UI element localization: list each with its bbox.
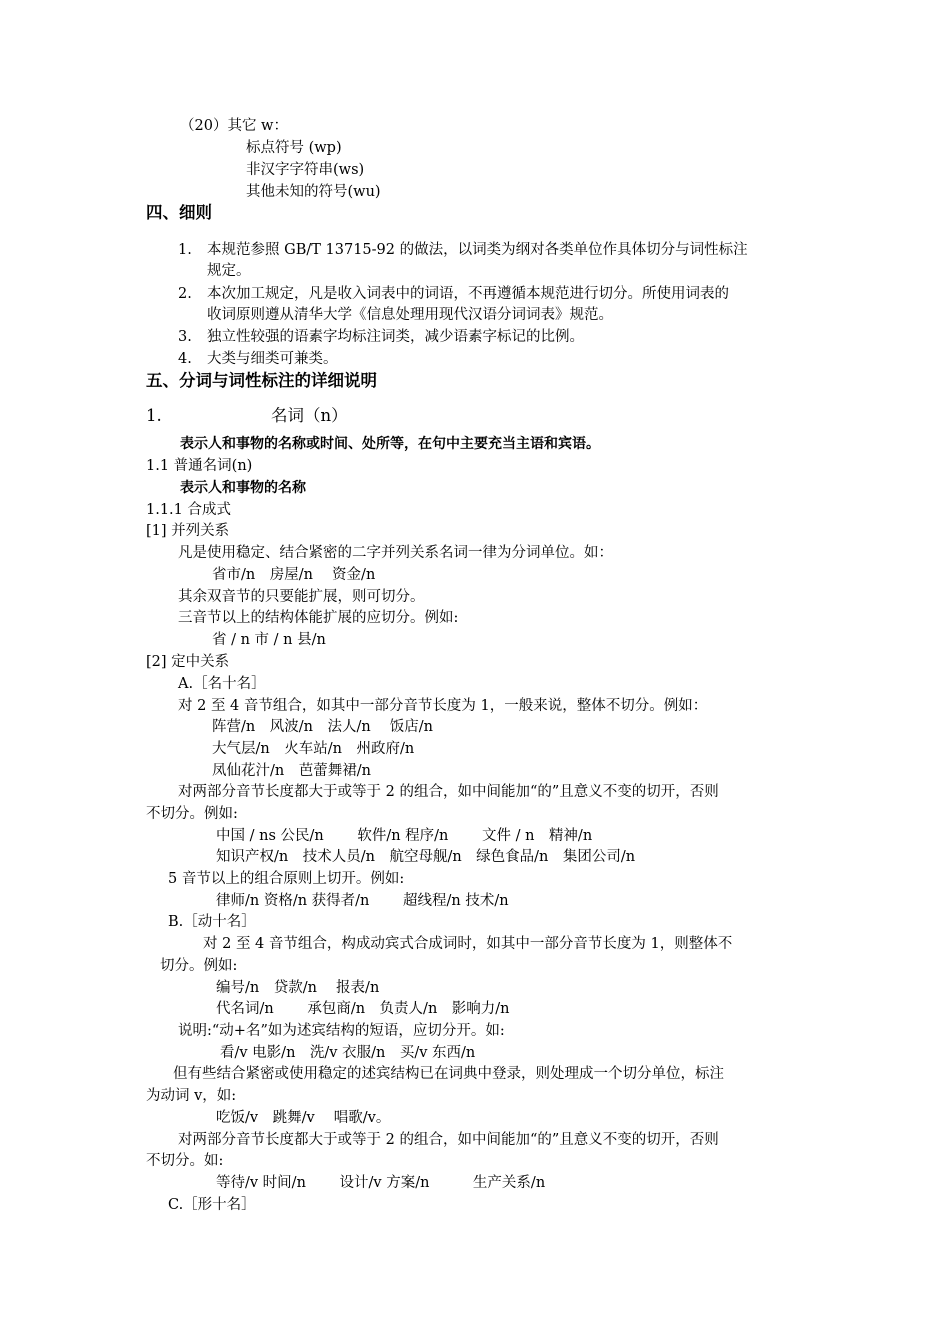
paragraph-coordinate-title: [1] 并列关系 <box>146 523 230 539</box>
example-line: 律师/n 资格/n 获得者/n 超线程/n 技术/n <box>216 893 509 909</box>
example-line: 省市/n 房屋/n 资金/n <box>212 567 376 583</box>
body-text: 切分。例如: <box>160 958 238 974</box>
other-item-ws: 非汉字字符串(ws) <box>246 162 365 178</box>
example-line: 代名词/n 承包商/n 负责人/n 影响力/n <box>216 1001 510 1017</box>
example-line: 凤仙花汁/n 芭蕾舞裙/n <box>212 763 371 779</box>
category-other-title: （20）其它 w： <box>180 118 288 134</box>
example-line: 编号/n 贷款/n 报表/n <box>216 980 380 996</box>
body-text: 不切分。如: <box>146 1153 224 1169</box>
rule-text: 独立性较强的语素字均标注词类，减少语素字标记的比例。 <box>207 329 584 345</box>
rule-number: 1. <box>178 242 192 258</box>
subsection-common-noun: 1.1 普通名词(n) <box>146 458 253 474</box>
example-line: 大气层/n 火车站/n 州政府/n <box>212 741 415 757</box>
example-line: 省 / n 市 / n 县/n <box>212 632 326 648</box>
other-item-wp: 标点符号 (wp) <box>246 140 342 156</box>
body-text: 对 2 至 4 音节组合，如其中一部分音节长度为 1，一般来说，整体不切分。例如： <box>178 698 708 714</box>
rule-number: 4. <box>178 351 192 367</box>
body-text: 为动词 v，如: <box>146 1088 237 1104</box>
rule-text: 本规范参照 GB/T 13715-92 的做法，以词类为纲对各类单位作具体切分与词性标注 <box>207 242 748 258</box>
body-text: 5 音节以上的组合原则上切开。例如: <box>168 871 405 887</box>
rule-text: 本次加工规定，凡是收入词表中的词语，不再遵循本规范进行切分。所使用词表的 <box>207 286 729 302</box>
subcase-verb-noun-title: B.［动十名］ <box>168 914 256 930</box>
body-text: 对两部分音节长度都大于或等于 2 的组合，如中间能加“的”且意义不变的切开，否则 <box>178 784 719 800</box>
section-heading-rules: 四、细则 <box>146 203 212 222</box>
subcase-noun-noun-title: A.［名十名］ <box>178 676 266 692</box>
body-text: 不切分。例如: <box>146 806 238 822</box>
rule-text: 规定。 <box>207 263 251 279</box>
section-heading-details: 五、分词与词性标注的详细说明 <box>146 371 377 390</box>
rule-text: 大类与细类可兼类。 <box>207 351 338 367</box>
noun-section-number: 1. <box>146 406 162 425</box>
example-line: 吃饭/v 跳舞/v 唱歌/v。 <box>216 1110 391 1126</box>
note-text: 说明:“动+名”如为述宾结构的短语，应切分开。如: <box>178 1023 505 1039</box>
body-text: 对两部分音节长度都大于或等于 2 的组合，如中间能加“的”且意义不变的切开，否则 <box>178 1132 719 1148</box>
subsection-compound: 1.1.1 合成式 <box>146 502 232 518</box>
body-text: 凡是使用稳定、结合紧密的二字并列关系名词一律为分词单位。如： <box>178 545 613 561</box>
rule-number: 3. <box>178 329 192 345</box>
other-item-wu: 其他未知的符号(wu) <box>246 184 381 200</box>
example-line: 阵营/n 风波/n 法人/n 饭店/n <box>212 719 434 735</box>
example-line: 等待/v 时间/n 设计/v 方案/n 生产关系/n <box>216 1175 546 1191</box>
example-line: 知识产权/n 技术人员/n 航空母舰/n 绿色食品/n 集团公司/n <box>216 849 636 865</box>
body-text: 对 2 至 4 音节组合，构成动宾式合成词时，如其中一部分音节长度为 1，则整体不 <box>203 936 733 952</box>
example-line: 中国 / ns 公民/n 软件/n 程序/n 文件 / n 精神/n <box>216 828 593 844</box>
rule-text: 收词原则遵从清华大学《信息处理用现代汉语分词词表》规范。 <box>207 307 613 323</box>
subcase-adjective-noun-title: C.［形十名］ <box>168 1197 256 1213</box>
body-text: 三音节以上的结构体能扩展的应切分。例如: <box>178 610 459 626</box>
body-text: 其余双音节的只要能扩展，则可切分。 <box>178 589 425 605</box>
example-line: 看/v 电影/n 洗/v 衣服/n 买/v 东西/n <box>220 1045 476 1061</box>
rule-number: 2. <box>178 286 192 302</box>
noun-section-title: 名词（n） <box>271 406 348 425</box>
body-text: 但有些结合紧密或使用稳定的述宾结构已在词典中登录，则处理成一个切分单位，标注 <box>173 1066 724 1082</box>
noun-definition: 表示人和事物的名称或时间、处所等，在句中主要充当主语和宾语。 <box>180 436 600 452</box>
paragraph-attributive-title: [2] 定中关系 <box>146 654 230 670</box>
common-noun-definition: 表示人和事物的名称 <box>180 480 306 496</box>
